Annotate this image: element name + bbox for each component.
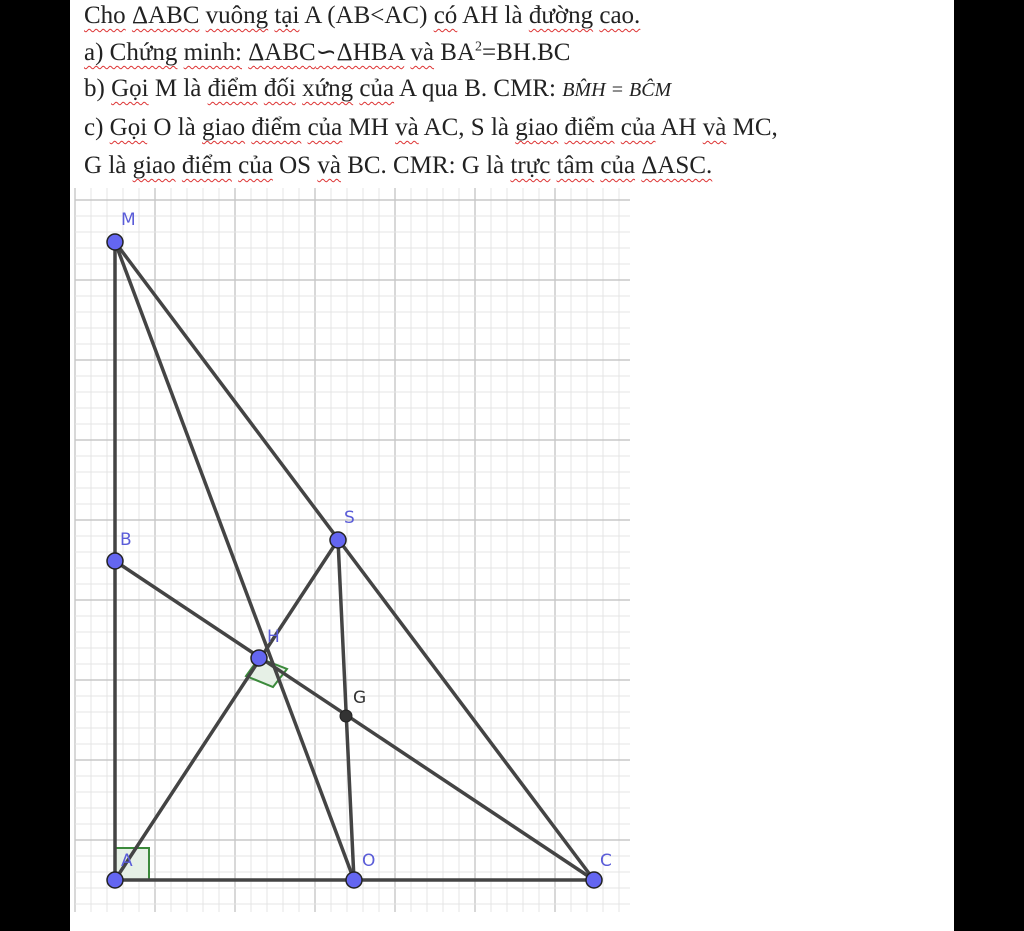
- problem-line-1: Cho ΔABC vuông tại A (AB<AC) có AH là đường cao.: [84, 2, 641, 29]
- geometry-figure: [70, 0, 954, 931]
- worksheet-page: [70, 0, 954, 931]
- point-B: [107, 553, 123, 569]
- label-H: H: [267, 627, 280, 647]
- point-C: [586, 872, 602, 888]
- point-H: [251, 650, 267, 666]
- label-S: S: [344, 508, 355, 528]
- label-M: M: [121, 210, 136, 230]
- point-G: [340, 710, 352, 722]
- point-S: [330, 532, 346, 548]
- grid: [75, 188, 630, 912]
- point-A: [107, 872, 123, 888]
- point-O: [346, 872, 362, 888]
- angle-equation: BM̂H = BĈM: [562, 79, 672, 101]
- point-M: [107, 234, 123, 250]
- label-G: G: [353, 688, 367, 708]
- label-O: O: [362, 851, 376, 871]
- problem-line-2: a) Chứng minh: ΔABC∽ΔHBA và $BA^2=BH.BC$: [84, 39, 571, 66]
- problem-line-3: b) Gọi M là điểm đối xứng của A qua B. CMR: BM̂H = BĈM: [84, 75, 672, 102]
- label-C: C: [600, 851, 612, 871]
- segment-AS: [115, 540, 338, 880]
- label-B: B: [120, 530, 132, 550]
- problem-line-4: c) Gọi O là giao điểm của MH và AC, S là giao điểm của AH và MC,: [84, 114, 778, 141]
- problem-line-5: G là giao điểm của OS và BC. CMR: G là trực tâm của ΔASC.: [84, 152, 713, 179]
- label-A: A: [121, 851, 133, 871]
